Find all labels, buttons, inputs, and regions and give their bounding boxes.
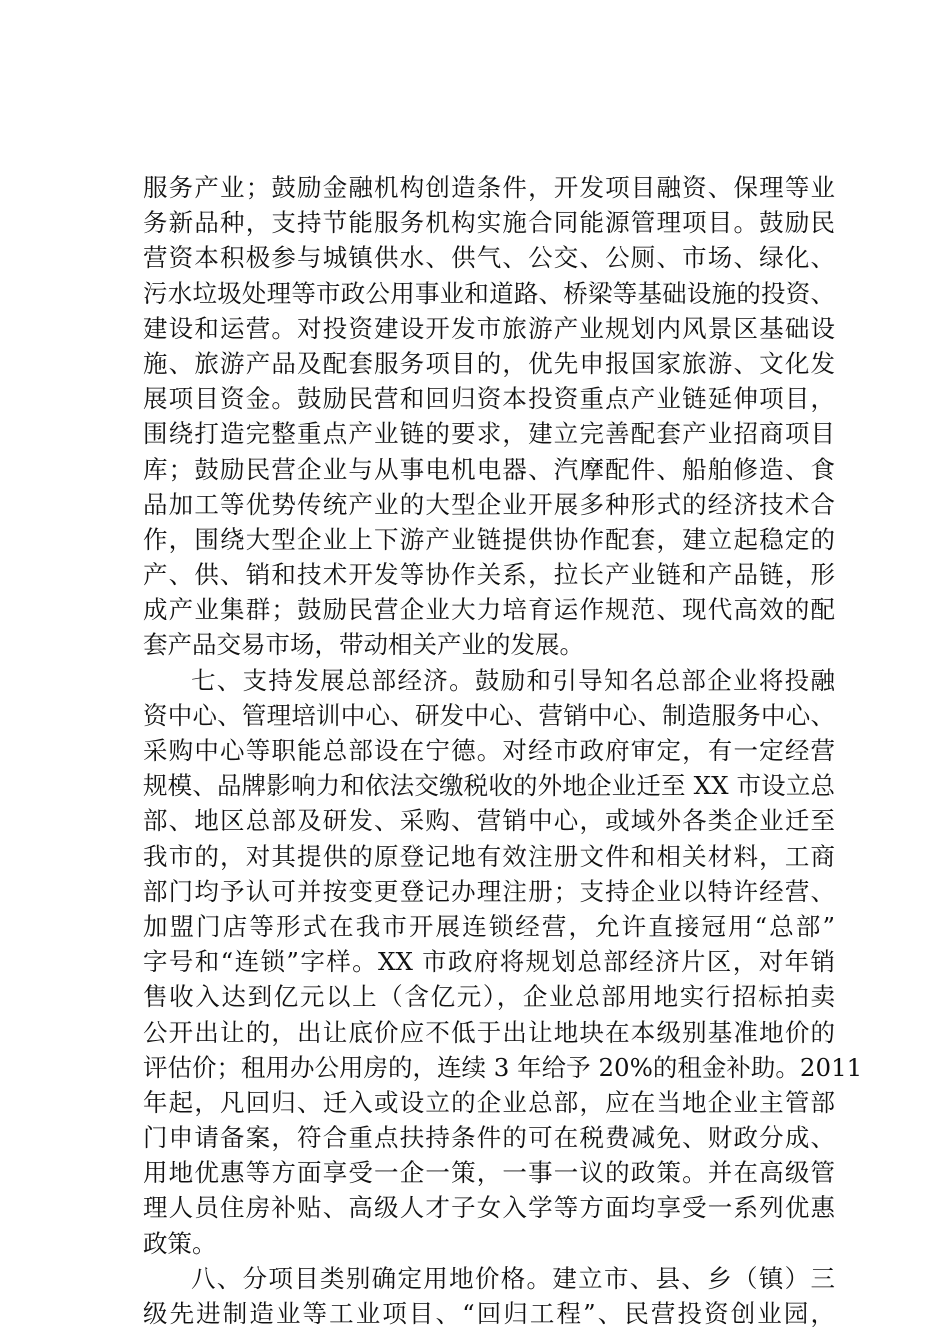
- text-line: 级先进制造业等工业项目、“回归工程”、民营投资创业园，: [143, 1299, 835, 1328]
- text-line: 资中心、管理培训中心、研发中心、营销中心、制造服务中心、: [143, 700, 835, 730]
- text-line: 加盟门店等形式在我市开展连锁经营，允许直接冠用“总部”: [143, 911, 835, 941]
- text-line: 品加工等优势传统产业的大型企业开展多种形式的经济技术合: [143, 489, 835, 519]
- text-line: 部、地区总部及研发、采购、营销中心，或域外各类企业迁至: [143, 806, 835, 836]
- text-line: 八、分项目类别确定用地价格。建立市、县、乡（镇）三: [191, 1263, 835, 1293]
- text-line: 围绕打造完整重点产业链的要求，建立完善配套产业招商项目: [143, 419, 835, 449]
- text-line: 字号和“连锁”字样。XX 市政府将规划总部经济片区，对年销: [143, 947, 835, 977]
- text-line: 库；鼓励民营企业与从事电机电器、汽摩配件、船舶修造、食: [143, 454, 835, 484]
- text-line: 评估价；租用办公用房的，连续 3 年给予 20%的租金补助。2011: [143, 1052, 863, 1082]
- text-line: 用地优惠等方面享受一企一策，一事一议的政策。并在高级管: [143, 1158, 835, 1188]
- text-line: 售收入达到亿元以上（含亿元），企业总部用地实行招标拍卖: [143, 982, 835, 1012]
- text-line: 作，围绕大型企业上下游产业链提供协作配套，建立起稳定的: [143, 524, 835, 554]
- text-line: 成产业集群；鼓励民营企业大力培育运作规范、现代高效的配: [143, 595, 835, 625]
- text-line: 部门均予认可并按变更登记办理注册；支持企业以特许经营、: [143, 876, 835, 906]
- text-line: 政策。: [143, 1228, 217, 1258]
- text-line: 污水垃圾处理等市政公用事业和道路、桥梁等基础设施的投资、: [143, 278, 835, 308]
- text-line: 我市的，对其提供的原登记地有效注册文件和相关材料，工商: [143, 841, 835, 871]
- text-line: 采购中心等职能总部设在宁德。对经市政府审定，有一定经营: [143, 736, 835, 765]
- text-line: 建设和运营。对投资建设开发市旅游产业规划内风景区基础设: [143, 313, 835, 343]
- document-body: [143, 170, 863, 1331]
- text-line: 门申请备案，符合重点扶持条件的可在税费减免、财政分成、: [143, 1123, 835, 1153]
- text-line: 规模、品牌影响力和依法交缴税收的外地企业迁至 XX 市设立总: [143, 771, 835, 801]
- text-line: 理人员住房补贴、高级人才子女入学等方面均享受一系列优惠: [143, 1193, 835, 1223]
- text-line: 产、供、销和技术开发等协作关系，拉长产业链和产品链，形: [143, 560, 835, 590]
- text-line: 展项目资金。鼓励民营和回归资本投资重点产业链延伸项目，: [143, 384, 835, 414]
- text-line: 服务产业；鼓励金融机构创造条件，开发项目融资、保理等业: [143, 173, 835, 202]
- text-line: 营资本积极参与城镇供水、供气、公交、公厕、市场、绿化、: [143, 243, 835, 273]
- text-line: 务新品种，支持节能服务机构实施合同能源管理项目。鼓励民: [143, 208, 835, 238]
- text-line: 施、旅游产品及配套服务项目的，优先申报国家旅游、文化发: [143, 348, 835, 378]
- text-line: 七、支持发展总部经济。鼓励和引导知名总部企业将投融: [191, 665, 835, 695]
- text-line: 年起，凡回归、迁入或设立的企业总部，应在当地企业主管部: [143, 1087, 835, 1117]
- text-line: 套产品交易市场，带动相关产业的发展。: [143, 630, 584, 660]
- text-line: 公开出让的，出让底价应不低于出让地块在本级别基准地价的: [143, 1017, 835, 1047]
